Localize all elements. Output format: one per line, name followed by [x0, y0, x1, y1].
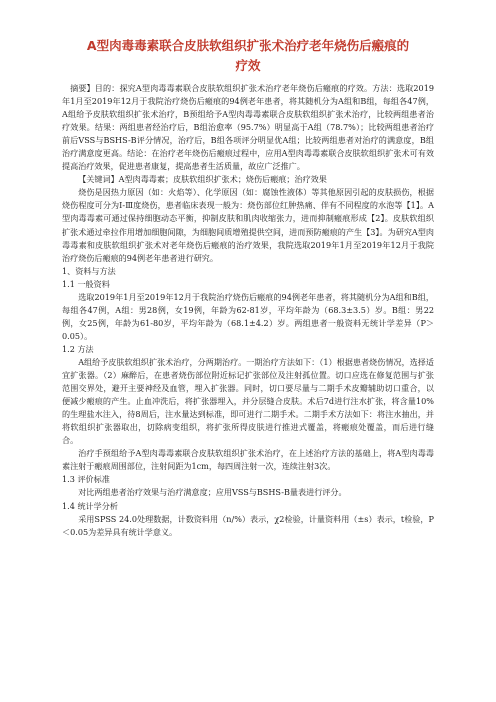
criteria-paragraph: 对比两组患者治疗效果与治疗满意度；应用VSS与BSHS-B量表进行评分。	[78, 487, 347, 498]
paper-title-line2: 疗效	[235, 58, 261, 73]
paper-body	[62, 82, 434, 539]
subsection-heading-1-4: 1.4 统计学分析	[62, 500, 118, 511]
subsection-heading-1-1: 1.1 一般资料	[62, 278, 110, 289]
method-b-paragraph: 治疗手预组给予A型肉毒毒素联合皮肤软组织扩张术治疗，在上述治疗方法的基础上，将A型肉毒毒素注射于瘢痕周围部位，注射间距为1cm，每四周注射一次，连续注射3次。	[62, 448, 434, 472]
paper-title-line1: A型肉毒毒素联合皮肤软组织扩张术治疗老年烧伤后瘢痕的	[86, 38, 410, 53]
general-data-paragraph: 选取2019年1月至2019年12月于我院治疗烧伤后瘢痕的94例老年患者，将其随机分为A组和B组，每组各47例，A组：男28例，女19例，年龄为62-81岁，平均年龄为（68.3±3.5）岁。B组：男22例，女25例，年龄为61-80岁，平均年龄为（68.1±4.2）岁。两组患者一般资料无统计学差异（P＞0.05）。	[62, 291, 434, 341]
keywords-paragraph: 【关键词】A型肉毒毒素；皮肤软组织扩张术；烧伤后瘢痕；治疗效果	[78, 174, 327, 185]
subsection-heading-1-2: 1.2 方法	[62, 343, 94, 354]
method-a-paragraph: A组给予皮肤软组织扩张术治疗，分两期治疗。一期治疗方法如下：（1）根据患者烧伤情况，选择适宜扩张器。（2）麻醉后，在患者烧伤部位附近标记扩张部位及注射孤位置。切口应选在修复范围与扩张范围交界处，避开主要神经及血管，埋入扩张器。同时，切口要尽量与二期手术皮瓣辅助切口重合，以便减少瘢痕的产生。止血冲洗后，将扩张器埋入，并分层缝合皮肤。术后7d进行注水扩张，将含量10%的生理盐水注入，待8周后，注水量达到标准，即可进行二期手术。二期手术方法如下：将注水抽出，并将软组织扩张器取出，切除病变组织，将扩张所得皮肤进行推进式覆盖，将瘢痕处覆盖，而后进行缝合。	[62, 356, 434, 446]
abstract-paragraph: 摘要】目的：探究A型肉毒毒素联合皮肤软组织扩张术治疗老年烧伤后瘢痕的疗效。方法：选取2019年1月至2019年12月于我院治疗烧伤后瘢痕的94例老年患者，将其随机分为A组和B组，每组各47例，A组给予皮肤软组织扩张术治疗，B预组给予A型肉毒毒素联合皮肤软组织扩张术治疗，比较两组患者治疗效果。结果：两组患者经治疗后，B组治愈率（95.7%）明显高于A组（78.7%）；比较两组患者治疗前后VSS与BSHS-B评分情况，治疗后，B组各项评分明显优A组；比较两组患者对治疗的满意度，B组治疗满意度更高。结论：在治疗老年烧伤后瘢痕过程中，应用A型肉毒毒素联合皮肤软组织扩张术可有效提高治疗效果，促进患者康复，提高患者生活质量，故应广泛推广。	[62, 83, 434, 172]
section-heading-1: 1、资料与方法	[62, 265, 116, 276]
subsection-heading-1-3: 1.3 评价标准	[62, 474, 110, 485]
stats-paragraph: 采用SPSS 24.0处理数据，计数资料用（n/%）表示，χ2检验，计量资料用（±s）表示，t检验，P＜0.05为差异具有统计学意义。	[62, 513, 434, 537]
intro-paragraph: 烧伤是因热力原因（如：火焰等）、化学原因（如：腐蚀性液体）等其他原因引起的皮肤损伤，根据烧伤程度可分为Ⅰ-Ⅲ度烧伤，患者临床表现一般为：烧伤部位红肿热痛、伴有不同程度的水泡等【1】。A型肉毒毒素可通过保持细胞动态平衡，抑制皮肤和肌肉收缩张力，进而抑制瘢痕形成【2】。皮肤软组织扩张术通过牵拉作用增加细胞间隙，为细胞间质增殖提供空间，进而预防瘢痕的产生【3】。为研究A型肉毒毒素和皮肤软组织扩张术对老年烧伤后瘢痕的治疗效果，我院选取2019年1月至2019年12月于我院治疗烧伤后瘢痕的94例老年患者进行研究。	[62, 187, 434, 263]
